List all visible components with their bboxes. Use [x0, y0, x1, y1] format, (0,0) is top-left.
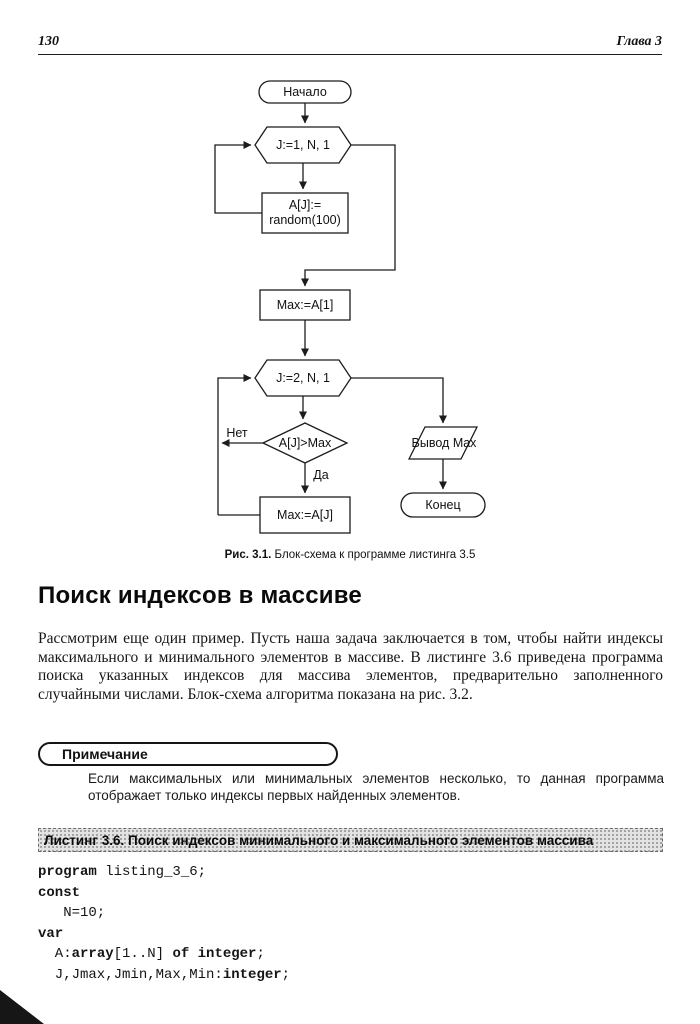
- note-callout: [38, 742, 338, 766]
- flowchart-random-label-line2: random(100): [269, 213, 341, 227]
- chapter-title: Глава 3: [616, 34, 662, 49]
- figure-caption: [0, 549, 700, 561]
- note-text: Если максимальных или минимальных элементов несколько, то данная программа отображает только индексы первых найденных элементов.: [88, 771, 664, 803]
- running-head: [38, 34, 662, 50]
- page-number: 130: [38, 34, 59, 49]
- flowchart-loop1-label: J:=1, N, 1: [276, 138, 330, 152]
- code-line: const: [38, 884, 81, 901]
- note-title: Примечание: [62, 746, 148, 762]
- flowchart-max-assign-label: Max:=A[J]: [277, 508, 333, 522]
- listing-header: Листинг 3.6. Поиск индексов минимального и максимального элементов массива: [38, 828, 663, 852]
- flowchart-yes-label: Да: [313, 468, 329, 482]
- flowchart-start-label: Начало: [283, 85, 327, 99]
- flowchart-max-init-label: Max:=A[1]: [276, 298, 334, 312]
- flowchart-random-label-line1: A[J]:=: [288, 198, 322, 212]
- figure-caption-text: Блок-схема к программе листинга 3.5: [271, 549, 476, 561]
- code-line: var: [38, 925, 64, 942]
- flowchart-no-label: Нет: [226, 426, 248, 440]
- code-line: N=10;: [38, 905, 106, 921]
- section-title: Поиск индексов в массиве: [38, 582, 362, 609]
- figure-caption-number: Рис. 3.1.: [224, 549, 272, 561]
- code-line: A:array[1..N] of integer;: [38, 946, 265, 962]
- header-rule: [38, 54, 662, 55]
- flowchart: [0, 78, 700, 548]
- flowchart-end-label: Конец: [425, 498, 461, 512]
- section-paragraph: Рассмотрим еще один пример. Пусть наша задача заключается в том, чтобы найти индексы максимального и минимального элементов в массиве. В листинге 3.6 приведена программа поиска указанных индексов для массива элементов, предварительно заполненного случайными числами. Блок-схема алгоритма показана на рис. 3.2.: [38, 630, 663, 703]
- flowchart-output-label: Вывод Max: [411, 436, 477, 450]
- flowchart-condition-label: A[J]>Max: [278, 436, 332, 450]
- code-block: [38, 862, 663, 985]
- code-line: program listing_3_6;: [38, 864, 207, 880]
- scan-artifact: [0, 990, 44, 1024]
- flowchart-loop2-label: J:=2, N, 1: [276, 371, 330, 385]
- code-line: J,Jmax,Jmin,Max,Min:integer;: [38, 966, 291, 983]
